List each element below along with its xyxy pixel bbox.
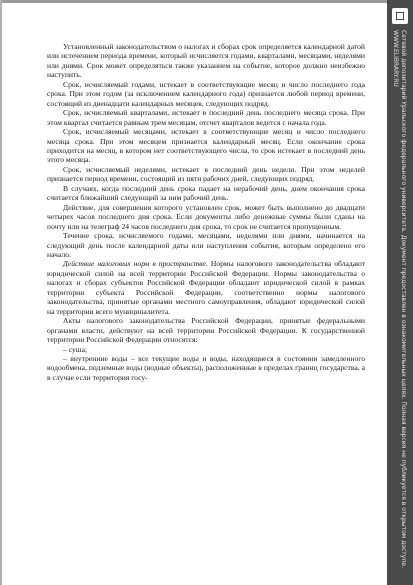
watermark-text — [391, 30, 407, 575]
library-logo-icon — [392, 8, 408, 24]
paragraph-1: Установленный законодательством о налогах и сборах срок определяется календарной датой или истечением периода времени, который исчисляется годами, кварталами, месяцами, неделями или днями. Срок может определяться также указанием на событие, которое должно неизбежно наступить. — [47, 42, 365, 80]
paragraph-9 — [47, 259, 365, 316]
paragraph-7: Действие, для совершения которого установлен срок, может быть выполнено до двадцати четырех часов последнего дня срока. Если документы либо денежные суммы были сданы на почту или на телеграф 24 часов последнего дня срока, то срок не считается пропущенным. — [47, 202, 365, 231]
paragraph-2: Срок, исчисляемый годами, истекает в соответствующие месяц и число последнего года срока. При этом годом (за исключением календарного года) признается любой период времени, состоящий из двенадцати календарных месяцев, следующих подряд. — [47, 79, 365, 108]
paragraph-10: Акты налогового законодательства Российской Федерации, принятые федеральными органами власти, действуют на всей территории Российской Федерации. К государственной территории Российской Федерации относятся: — [47, 316, 365, 345]
watermark-line-2: WWW.ELIBRARY.RU — [392, 30, 399, 87]
paragraph-6: В случаях, когда последний день срока падает на нерабочий день, днем окончания срока считается ближайший следующий за ним рабочий день. — [47, 183, 365, 203]
section-heading-inline: Действие налоговых норм в пространстве. — [63, 259, 208, 269]
list-item-2: – внутренние воды – все текущие воды и воды, находящиеся в состоянии замедленного водообмена, подземные воды (водные объекты), расположенные в пределах границ государства, а в случае если территория госу- — [47, 353, 365, 382]
list-item-1: – суша; — [63, 344, 88, 354]
watermark-strip — [387, 0, 413, 585]
scan-border-top — [0, 0, 413, 3]
paragraph-8: Течение срока, исчисляемого годами, месяцами, неделями или днями, начинается на следующий день после календарной даты или наступления события, которым определено его начало. — [47, 231, 365, 259]
paragraph-3: Срок, исчисляемый кварталами, истекает в последний день последнего месяца срока. При этом квартал считается равным трем месяцам, отсчет кварталов ведется с начала года. — [47, 108, 365, 127]
watermark-line-1: Сетевой депозитарий Уральского федерального университета. Документ предоставлен в ознакомительных целях. Полная версия не публикуется в открытом доступе. — [400, 30, 407, 568]
paragraph-4: Срок, исчисляемый месяцами, истекает в соответствующие месяц и число последнего месяца срока. При этом месяцем признается календарный месяц. Если окончание срока приходится на месяц, в котором нет соответствующего числа, то срок истекает в последний день этого месяца. — [47, 127, 365, 165]
paragraph-5: Срок, исчисляемый неделями, истекает в последний день недели. При этом неделей признается период времени, состоящий из пяти рабочих дней, следующих подряд. — [47, 164, 365, 184]
scan-border-left — [0, 0, 2, 585]
paragraph-9-text: Нормы налогового законодательства обладают юридической силой на всей территории Российской Федерации. Нормы законодательства о налогах и сборах субъектов Российской Федерации обладают юридической силой в рамках территории субъекта Российской Федерации, соответственно нормы налогового законодательства, принятые органами местного самоуправления, обладают юридической силой на территории всего муниципалитета. — [47, 259, 365, 316]
body-text — [47, 42, 365, 382]
